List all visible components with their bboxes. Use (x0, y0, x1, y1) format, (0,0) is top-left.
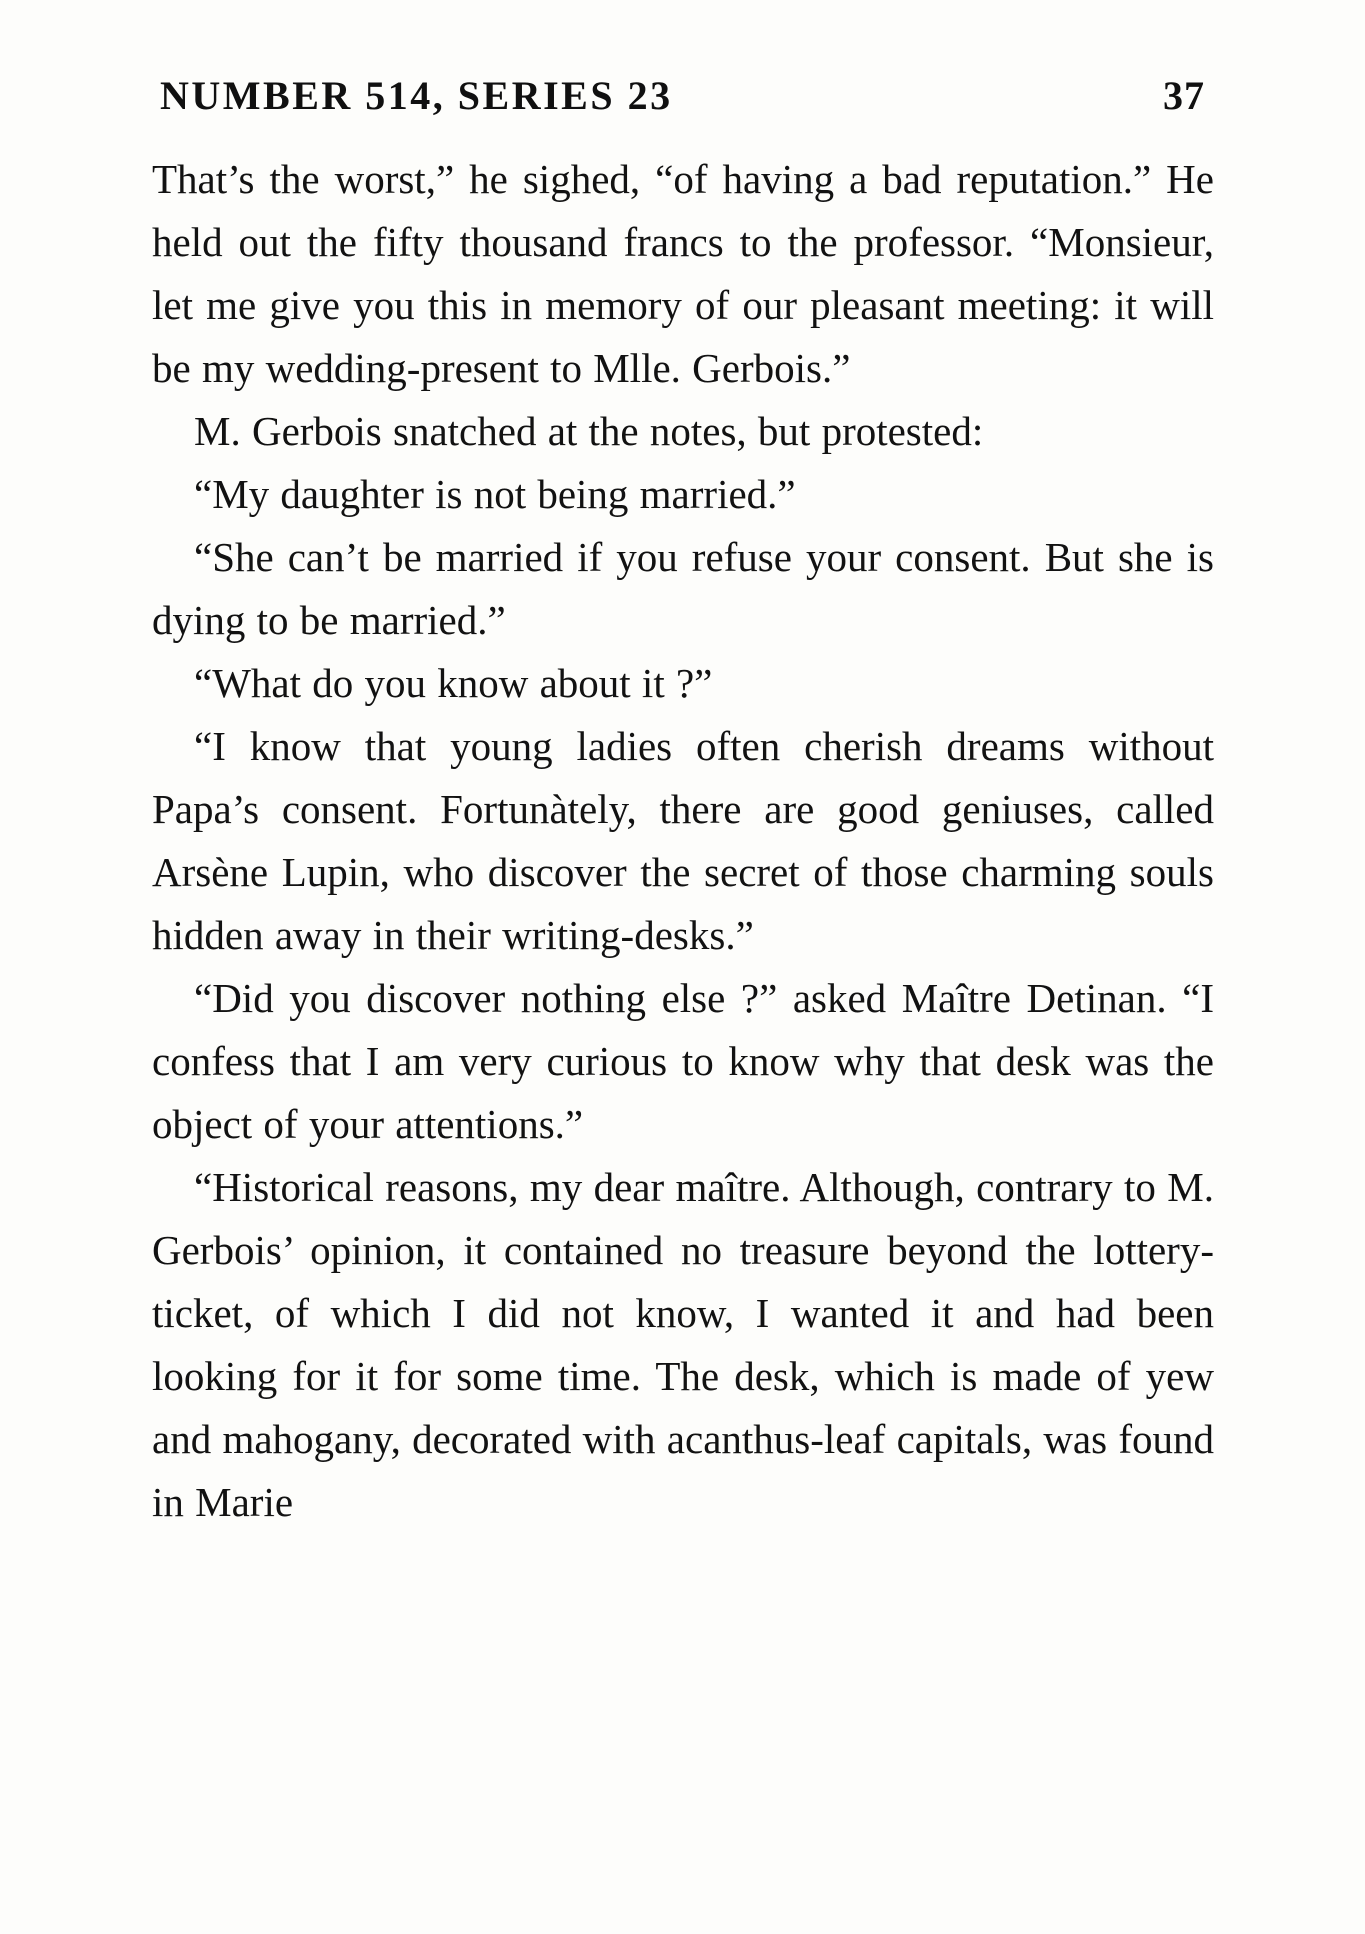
running-head-title: NUMBER 514, SERIES 23 (160, 73, 673, 118)
page-number: 37 (1163, 73, 1205, 118)
paragraph: “She can’t be married if you refuse your consent. But she is dying to be married.” (152, 534, 1214, 643)
page-body (152, 148, 1214, 1534)
running-head (160, 72, 1205, 119)
paragraph: “Historical reasons, my dear maître. Although, contrary to M. Gerbois’ opinion, it contained no treasure beyond the lottery-ticket, of which I did not know, I wanted it and had been looking for it for some time. The desk, which is made of yew and mahogany, decorated with acanthus-leaf capitals, was found in Marie (152, 1164, 1214, 1525)
paragraph: “My daughter is not being married.” (194, 471, 796, 517)
paragraph: “I know that young ladies often cherish dreams without Papa’s consent. Fortunàtely, there are good geniuses, called Arsène Lupin, who discover the secret of those charming souls hidden away in their writing-desks.” (152, 723, 1214, 958)
paragraph: M. Gerbois snatched at the notes, but protested: (194, 408, 984, 454)
paragraph: That’s the worst,” he sighed, “of having a bad reputation.” He held out the fifty thousand francs to the professor. “Monsieur, let me give you this in memory of our pleasant meeting: it will be my wedding-present to Mlle. Gerbois.” (152, 156, 1214, 391)
paragraph: “What do you know about it ?” (194, 660, 713, 706)
paragraph: “Did you discover nothing else ?” asked Maître Detinan. “I confess that I am very curious to know why that desk was the object of your attentions.” (152, 975, 1214, 1147)
